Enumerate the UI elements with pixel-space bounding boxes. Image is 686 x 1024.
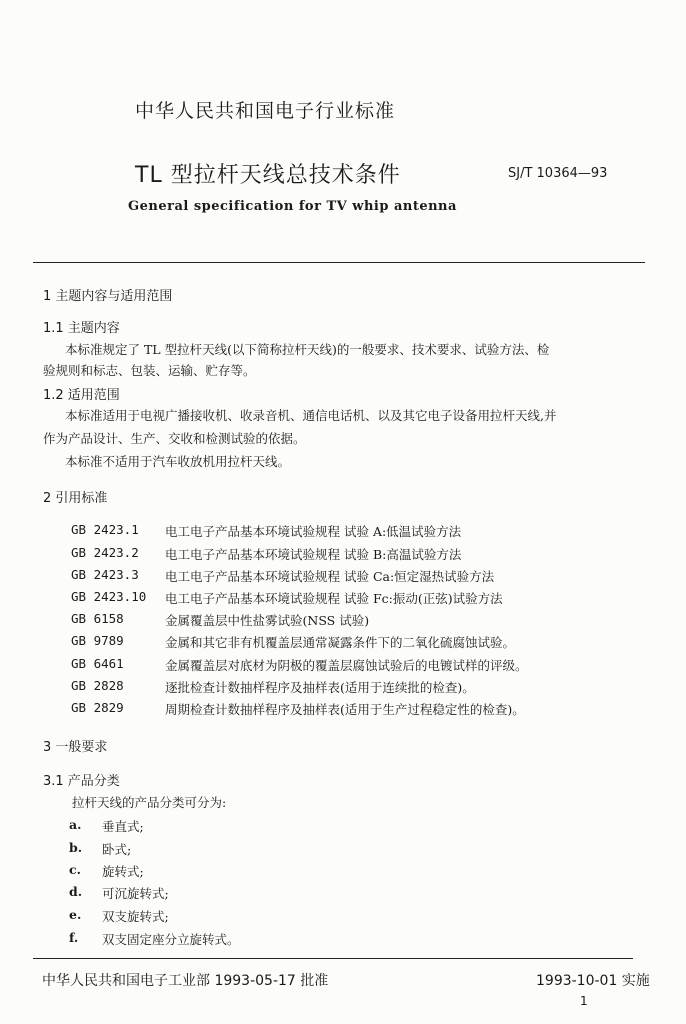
ref-code: GB 2423.3 [71,567,139,582]
list-item: 双支旋转式; [102,909,169,924]
list-item: 垂直式; [102,819,144,834]
ref-title: 电工电子产品基本环境试验规程 试验 Ca:恒定湿热试验方法 [165,569,495,584]
section-1-heading: 1 主题内容与适用范围 [43,289,173,304]
ref-code: GB 2423.1 [71,522,139,537]
section-1-2-line-1: 本标准适用于电视广播接收机、收录音机、通信电话机、以及其它电子设备用拉杆天线,并 [65,408,557,423]
ref-title: 周期检查计数抽样程序及抽样表(适用于生产过程稳定性的检查)。 [165,702,525,717]
ref-code: GB 2423.10 [71,589,147,604]
list-item: 卧式; [102,842,132,857]
english-title: General specification for TV whip antenna [128,199,457,214]
ref-code: GB 2828 [71,678,124,693]
ref-title: 金属和其它非有机覆盖层通常凝露条件下的二氧化硫腐蚀试验。 [165,635,516,650]
ref-code: GB 2829 [71,700,124,715]
list-item: 旋转式; [102,864,144,879]
list-item-letter: c. [69,862,81,877]
list-item: 可沉旋转式; [102,886,169,901]
page-number: 1 [580,994,588,1008]
section-2-heading: 2 引用标准 [43,491,108,506]
list-item-letter: d. [69,884,83,899]
section-1-2-heading: 1.2 适用范围 [43,388,120,403]
footer-rule [33,958,633,959]
document-title: TL 型拉杆天线总技术条件 [135,163,401,188]
ref-code: GB 2423.2 [71,545,139,560]
section-1-2-line-2: 作为产品设计、生产、交收和检测试验的依据。 [43,431,306,446]
ref-code: GB 6158 [71,611,124,626]
section-1-1-heading: 1.1 主题内容 [43,321,120,336]
ref-title: 电工电子产品基本环境试验规程 试验 A:低温试验方法 [165,524,462,539]
ref-title: 金属覆盖层中性盐雾试验(NSS 试验) [165,613,370,628]
header-rule [33,262,645,263]
ref-title: 逐批检查计数抽样程序及抽样表(适用于连续批的检查)。 [165,680,475,695]
list-item-letter: e. [69,907,82,922]
implementation-date: 1993-10-01 实施 [536,973,650,989]
ref-title: 电工电子产品基本环境试验规程 试验 B:高温试验方法 [165,547,462,562]
ref-code: GB 6461 [71,656,124,671]
ref-title: 金属覆盖层对底材为阴极的覆盖层腐蚀试验后的电镀试样的评级。 [165,658,528,673]
ref-code: GB 9789 [71,633,124,648]
standard-category: 中华人民共和国电子行业标准 [135,100,396,122]
section-3-heading: 3 一般要求 [43,740,108,755]
list-item: 双支固定座分立旋转式。 [102,932,240,947]
section-3-1-heading: 3.1 产品分类 [43,774,120,789]
list-item-letter: f. [69,930,79,945]
section-1-2-line-3: 本标准不适用于汽车收放机用拉杆天线。 [65,454,291,469]
approval-line: 中华人民共和国电子工业部 1993-05-17 批准 [42,973,329,989]
list-item-letter: b. [69,840,83,855]
section-1-1-line-2: 验规则和标志、包装、运输、贮存等。 [43,363,256,378]
section-3-1-intro: 拉杆天线的产品分类可分为: [72,795,227,810]
section-1-1-line-1: 本标准规定了 TL 型拉杆天线(以下简称拉杆天线)的一般要求、技术要求、试验方法、检 [65,342,550,357]
standard-code: SJ/T 10364—93 [508,166,608,181]
list-item-letter: a. [69,817,82,832]
ref-title: 电工电子产品基本环境试验规程 试验 Fc:振动(正弦)试验方法 [165,591,503,606]
